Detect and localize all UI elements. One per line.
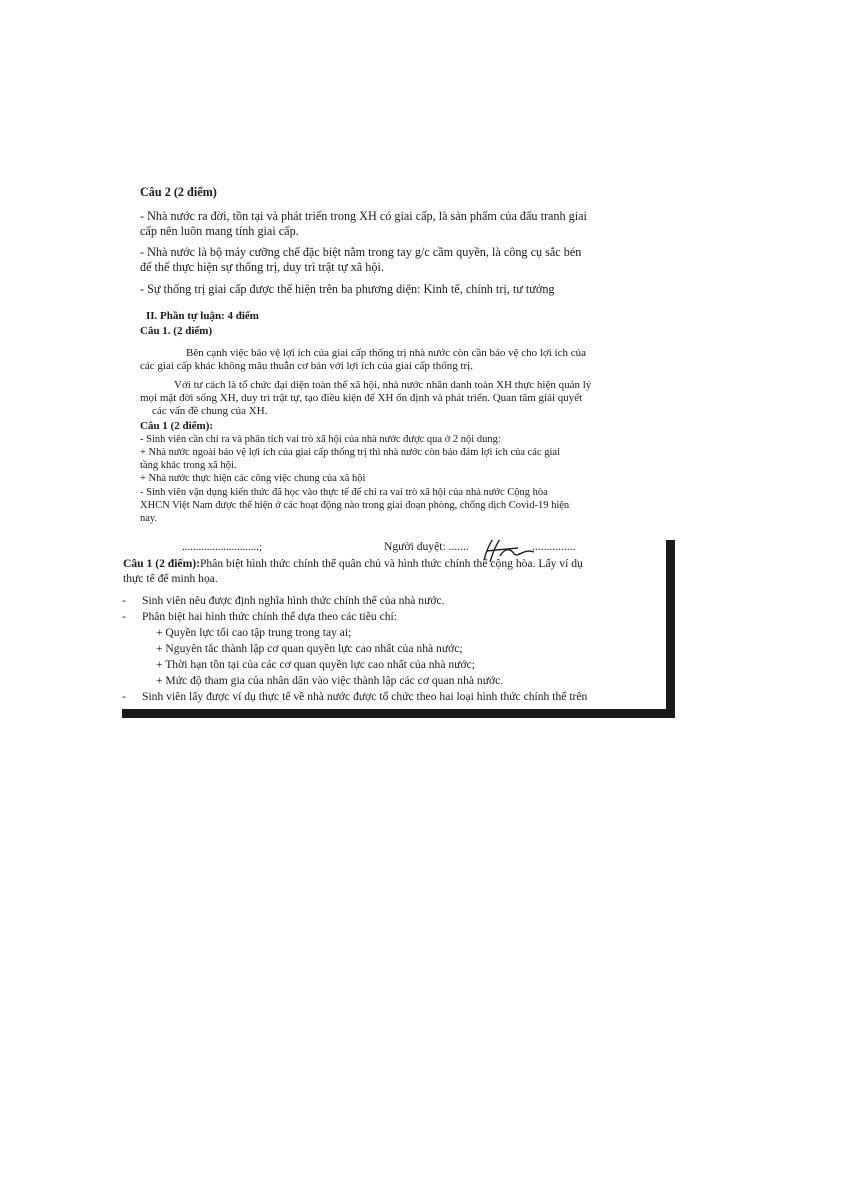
- text-line: Bên cạnh việc bảo vệ lợi ích của giai cấp thống trị nhà nước còn cần bảo vệ cho lợi ích của: [186, 347, 587, 359]
- text-line: XHCN Việt Nam được thể hiện ở các hoạt động nào trong giai đoạn phòng, chống dịch Covid-19 hiện: [140, 500, 570, 511]
- answer-clip-essay: [0, 0, 841, 540]
- criteria-item: + Quyền lực tối cao tập trung trong tay ai;: [156, 626, 352, 639]
- text-line: để thể thực hiện sự thống trị, duy trì trật tự xã hội.: [140, 260, 384, 274]
- question-heading: Câu 1. (2 điểm): [140, 325, 213, 337]
- dash-bullet: -: [122, 690, 126, 703]
- list-item: Sinh viên lấy được ví dụ thực tế về nhà nước được tổ chức theo hai loại hình thức chính thể trên: [142, 690, 588, 703]
- text-line: - Nhà nước là bộ máy cưỡng chế đặc biệt nằm trong tay g/c cầm quyền, là công cụ sắc bén: [140, 245, 582, 259]
- approval-line-left: ............................;: [182, 541, 263, 553]
- question-label: Câu 1 (2 điểm):: [123, 557, 200, 570]
- criteria-item: + Mức độ tham gia của nhân dân vào việc thành lập các cơ quan nhà nước.: [156, 674, 504, 687]
- criteria-item: + Thời hạn tồn tại của các cơ quan quyền lực cao nhất của nhà nước;: [156, 658, 475, 671]
- question-text: Phân biệt hình thức chính thể quân chủ và hình thức chính thể cộng hòa. Lấy ví dụ: [199, 557, 583, 570]
- text-line: các giai cấp khác không mâu thuẫn cơ bản với lợi ích của giai cấp thống trị.: [140, 360, 473, 372]
- question-heading: Câu 1 (2 điểm):: [140, 420, 214, 432]
- question-line-2: thực tế để minh họa.: [123, 572, 218, 585]
- list-item: Sinh viên nêu được định nghĩa hình thức chính thể của nhà nước.: [142, 594, 445, 607]
- text-line: các vấn đề chung của XH.: [152, 405, 268, 417]
- text-line: - Sinh viên cần chỉ ra và phân tích vai trò xã hội của nhà nước được qua ở 2 nội dung:: [140, 434, 501, 445]
- approver-label: Người duyệt: .......: [384, 540, 469, 553]
- text-line: + Nhà nước thực hiện các công việc chung của xã hội: [140, 473, 366, 484]
- dash-bullet: -: [122, 594, 126, 607]
- text-line: + Nhà nước ngoài bảo vệ lợi ích của giai cấp thống trị thì nhà nước còn bảo đảm lợi ích của các giai: [140, 447, 560, 458]
- section-heading: II. Phần tự luận: 4 điểm: [146, 310, 259, 322]
- question-line: [123, 557, 583, 571]
- text-line: tầng khác trong xã hội.: [140, 460, 237, 471]
- text-line: Với tư cách là tổ chức đại diện toàn thể xã hội, nhà nước nhân danh toàn XH thực hiện quản lý: [174, 379, 592, 391]
- text-line: - Nhà nước ra đời, tồn tại và phát triển trong XH có giai cấp, là sản phẩm của đấu tranh giai: [140, 209, 587, 223]
- text-line: cấp nên luôn mang tính giai cấp.: [140, 224, 299, 238]
- answer-clip-question-1-regime: [122, 540, 675, 718]
- text-line: nay.: [140, 513, 158, 524]
- text-line: mọi mặt đời sống XH, duy trì trật tự, tạo điều kiện để XH ổn định và phát triển. Quan tâm giải quyết: [140, 392, 583, 404]
- heading-question-2: Câu 2 (2 điểm): [140, 185, 217, 199]
- text-line: - Sự thống trị giai cấp được thể hiện trên ba phương diện: Kinh tế, chính trị, tư tưởng: [140, 282, 555, 296]
- list-item: Phân biệt hai hình thức chính thể dựa theo các tiêu chí:: [142, 610, 397, 623]
- approver-dots: ...............: [532, 540, 576, 553]
- criteria-item: + Nguyên tắc thành lập cơ quan quyền lực cao nhất của nhà nước;: [156, 642, 463, 655]
- dash-bullet: -: [122, 610, 126, 623]
- text-line: - Sinh viên vận dụng kiến thức đã học vào thực tế để chỉ ra vai trò xã hội của nhà nước Cộng hòa: [140, 487, 548, 498]
